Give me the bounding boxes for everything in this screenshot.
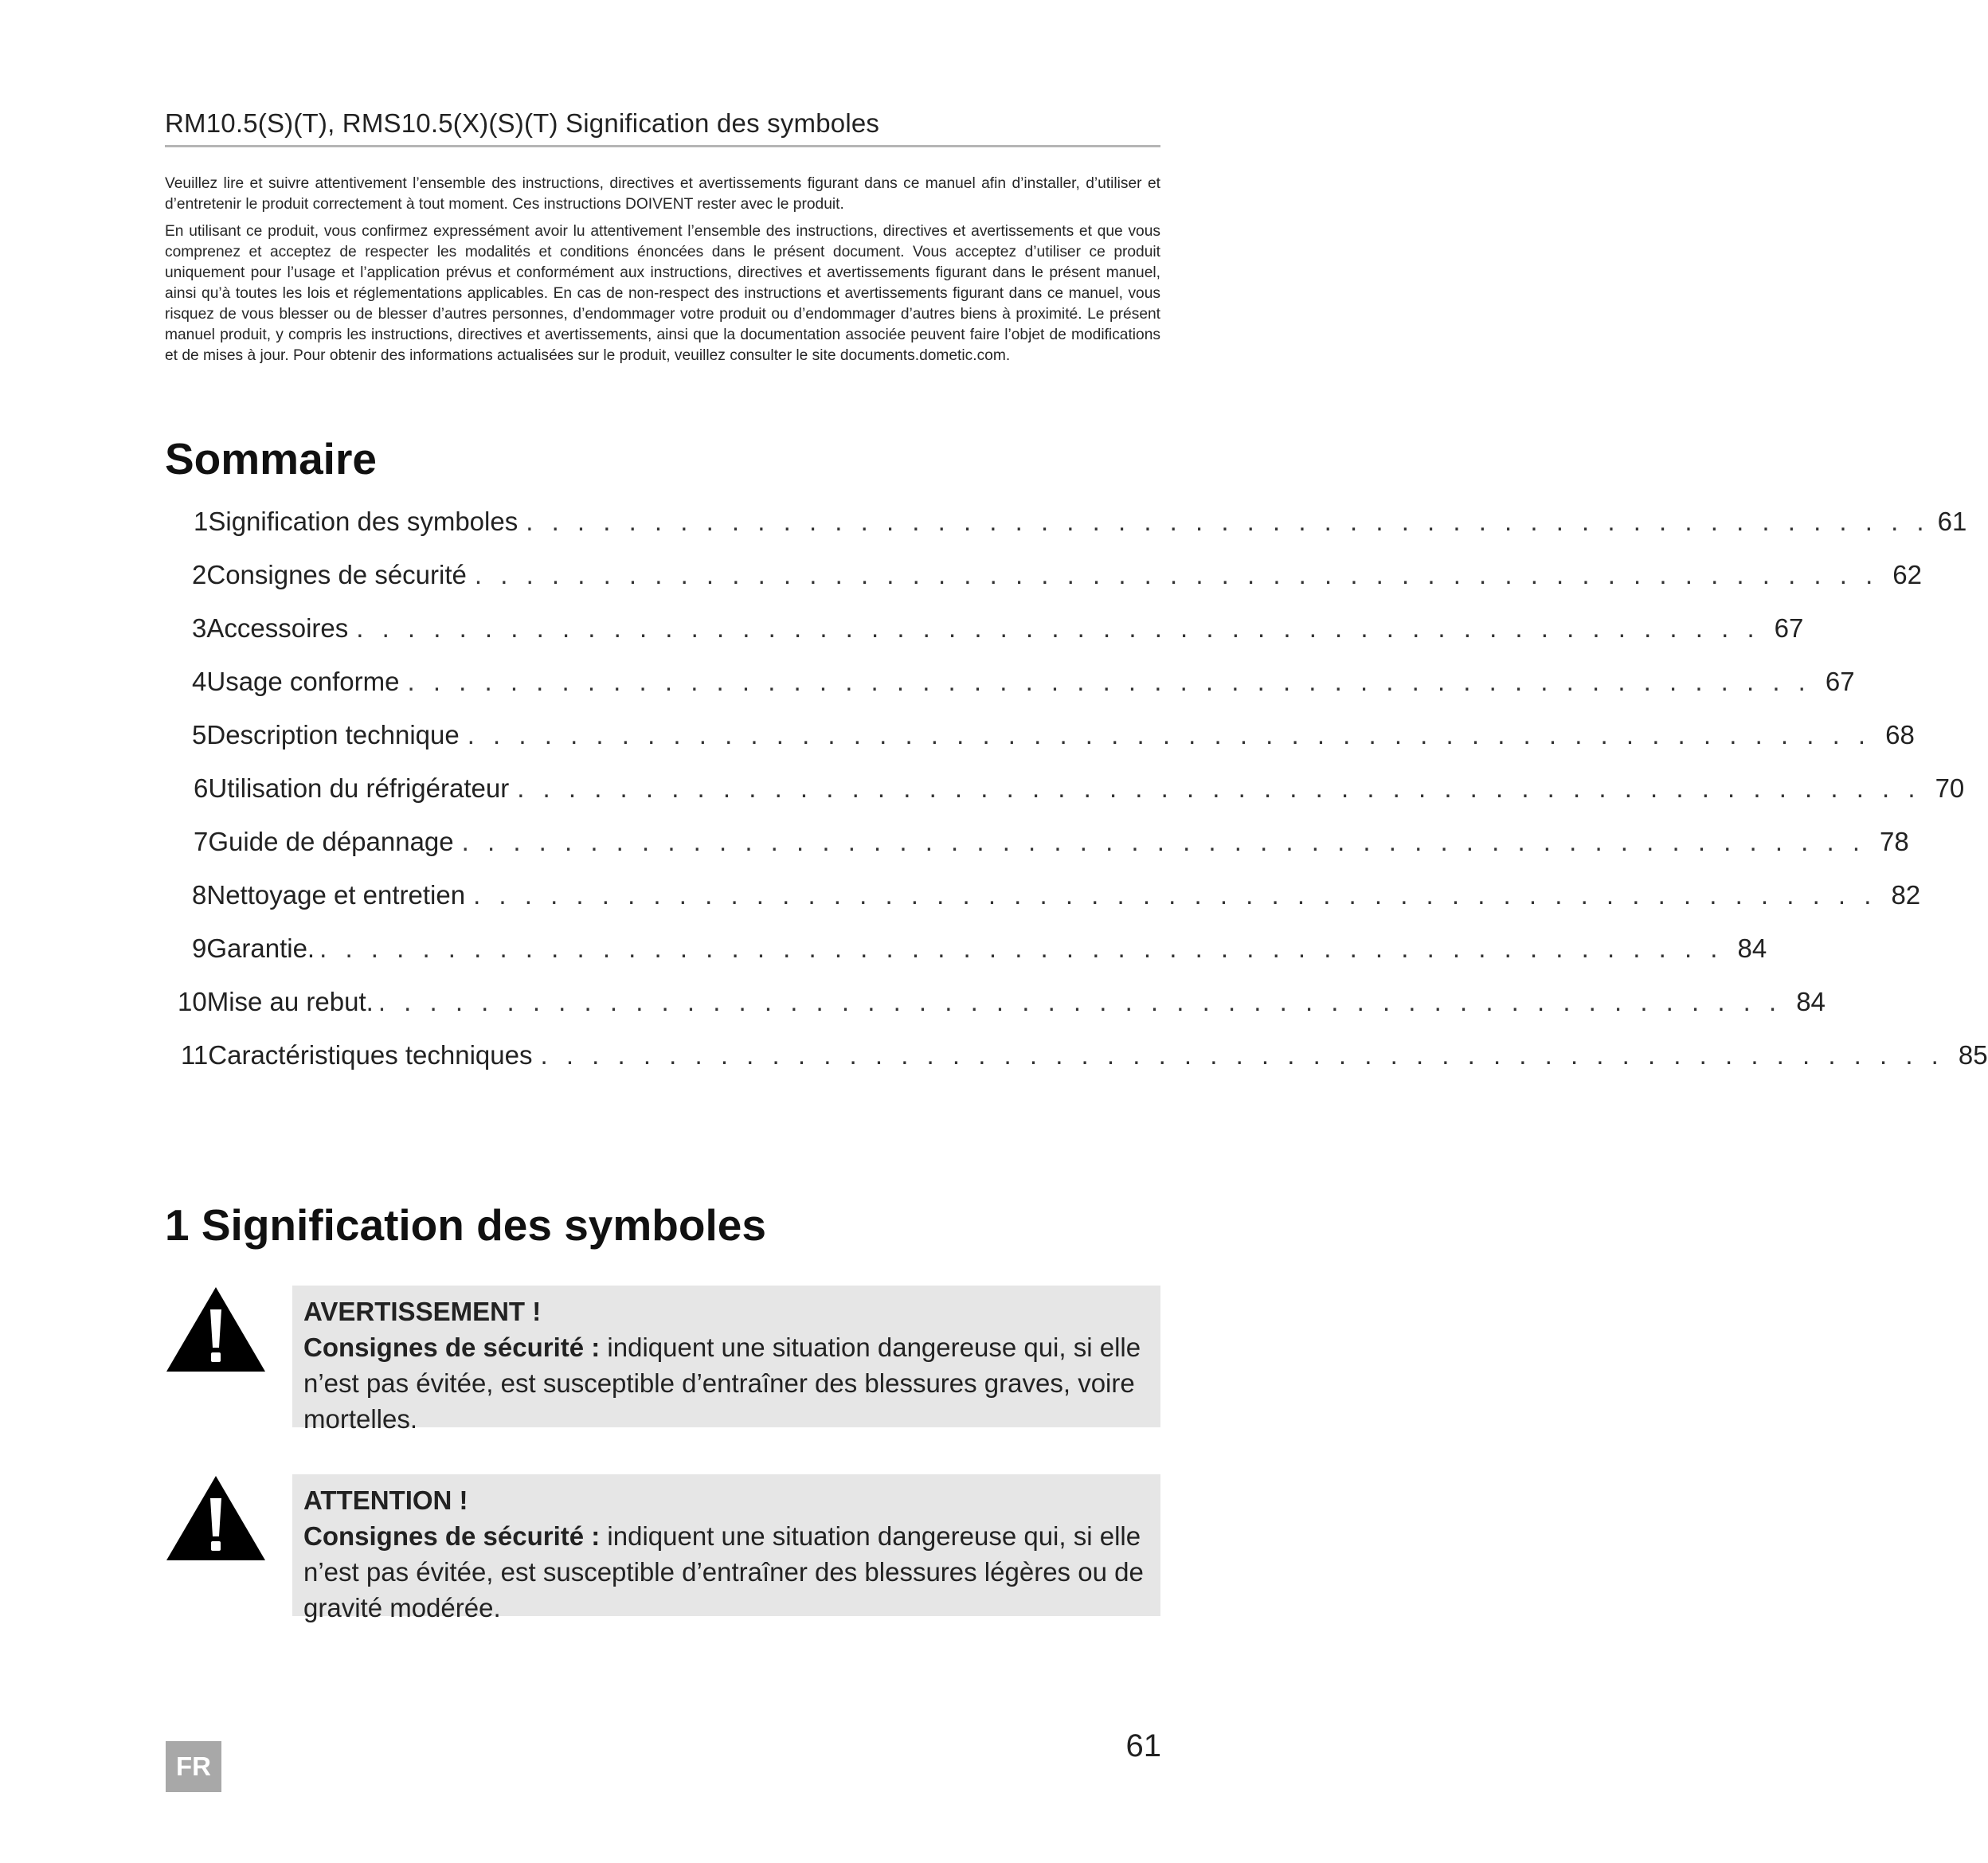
toc-entry-number: 7 — [194, 827, 209, 856]
toc-entry-number: 8 — [192, 880, 207, 910]
toc-entry-label: Guide de dépannage — [208, 827, 454, 856]
toc-title: Sommaire — [165, 434, 377, 483]
toc-entry-number: 1 — [194, 507, 209, 536]
toc-entry-page: 84 — [1796, 987, 1826, 1016]
caution-heading: ATTENTION ! — [303, 1485, 468, 1515]
toc-entry[interactable] — [192, 613, 1804, 655]
toc-entry-label: Signification des symboles — [208, 507, 519, 536]
toc-entry-label: Accessoires — [206, 613, 349, 643]
intro-paragraph: En utilisant ce produit, vous confirmez expressément avoir lu attentivement l’ensemble des instructions, directives et avertissements et que vous comprenez et acceptez de respecter les modalités et conditions énoncées dans le présent document. Vous acceptez d’utiliser ce produit uniquement pour l’usage et l’application prévus et conformément aux instructions, directives et avertissements figurant dans le présent manuel, ainsi qu’à toutes les lois et réglementations applicables. En cas de non-respect des instructions et avertissements figurant dans ce manuel, vous risquez de vous blesser ou de blesser d’autres personnes, d’endommager votre produit ou d’endommager d’autres biens à proximité. Le présent manuel produit, y compris les instructions, directives et avertissements, ainsi que la documentation associée peuvent faire l’objet de modifications et de mises à jour. Pour obtenir des informations actualisées sur le produit, veuillez consulter le site documents.dometic.com. — [165, 223, 1160, 364]
toc-entry-page: 67 — [1825, 667, 1855, 696]
toc-leader-dots: . . . . . . . . . . . . . . . . . . . . . . . . . . . . . . . . . . . . . . . . . . . . . . . . . . . . . . . — [461, 827, 1866, 856]
toc-entry-page: 68 — [1885, 720, 1915, 750]
intro-paragraph: Veuillez lire et suivre attentivement l’ensemble des instructions, directives et avertissements figurant dans ce manuel afin d’installer, d’utiliser et d’entretenir le produit correctement à tout moment. Ces instructions DOIVENT rester avec le produit. — [165, 175, 1160, 213]
toc-entry-page: 62 — [1892, 560, 1922, 589]
toc-entry-number: 5 — [192, 720, 207, 750]
toc-entry-number: 10 — [178, 987, 207, 1016]
toc-entry-label: Nettoyage et entretien — [206, 880, 466, 910]
toc-entry-page: 67 — [1774, 613, 1804, 643]
toc-entry[interactable] — [194, 507, 1967, 548]
toc-entry[interactable] — [192, 560, 1922, 601]
toc-leader-dots: . . . . . . . . . . . . . . . . . . . . . . . . . . . . . . . . . . . . . . . . . . . . . . . . . . . . . . . — [526, 507, 1930, 536]
toc-entry-page: 61 — [1937, 507, 1967, 536]
warning-triangle-icon — [165, 1474, 267, 1562]
toc-leader-dots: . . . . . . . . . . . . . . . . . . . . . . . . . . . . . . . . . . . . . . . . . . . . . . . . . . . . . . . — [473, 880, 1877, 910]
toc-entry-label: Mise au rebut. — [206, 987, 374, 1016]
warning-triangle-icon — [165, 1286, 267, 1373]
toc-entry[interactable] — [192, 880, 1921, 922]
toc-entry-label: Usage conforme — [206, 667, 400, 696]
toc-entry-label: Description technique — [206, 720, 460, 750]
caution-label: Consignes de sécurité : — [303, 1521, 601, 1551]
toc-entry-page: 82 — [1891, 880, 1921, 910]
toc-entry[interactable] — [192, 667, 1855, 708]
warning-box — [292, 1286, 1160, 1434]
toc-entry-label: Consignes de sécurité — [206, 560, 467, 589]
toc-entry-page: 84 — [1737, 933, 1767, 963]
caution-box — [292, 1474, 1160, 1622]
toc-entry-number: 11 — [181, 1040, 209, 1070]
toc-leader-dots: . . . . . . . . . . . . . . . . . . . . . . . . . . . . . . . . . . . . . . . . . . . . . . . . . . . . . . . — [474, 560, 1879, 589]
toc-entry-page: 78 — [1880, 827, 1909, 856]
toc-entry-label: Caractéristiques techniques — [208, 1040, 533, 1070]
caution-text: indiquent une situation dangereuse qui, si elle n’est pas évitée, est susceptible d’entraîner des blessures légères ou de gravité modérée. — [303, 1521, 1144, 1622]
toc-entry[interactable] — [192, 720, 1915, 761]
toc-entry-number: 2 — [192, 560, 207, 589]
toc-entry[interactable] — [178, 987, 1826, 1028]
language-badge: FR — [166, 1741, 221, 1792]
toc-entry-label: Utilisation du réfrigérateur — [208, 773, 510, 803]
toc-entry-number: 9 — [192, 933, 207, 963]
warning-heading: AVERTISSEMENT ! — [303, 1297, 542, 1326]
toc-entry[interactable] — [194, 827, 1909, 868]
toc-entry-number: 6 — [194, 773, 209, 803]
toc-entry[interactable] — [194, 773, 1965, 815]
toc-leader-dots: . . . . . . . . . . . . . . . . . . . . . . . . . . . . . . . . . . . . . . . . . . . . . . . . . . . . . . . — [467, 720, 1872, 750]
toc-leader-dots: . . . . . . . . . . . . . . . . . . . . . . . . . . . . . . . . . . . . . . . . . . . . . . . . . . . . . . . — [319, 933, 1724, 963]
warning-text: indiquent une situation dangereuse qui, si elle n’est pas évitée, est susceptible d’entraîner des blessures graves, voire mortelles. — [303, 1333, 1141, 1434]
warning-label: Consignes de sécurité : — [303, 1333, 601, 1362]
toc-leader-dots: . . . . . . . . . . . . . . . . . . . . . . . . . . . . . . . . . . . . . . . . . . . . . . . . . . . . . . . — [407, 667, 1811, 696]
toc-entry-label: Garantie. — [206, 933, 315, 963]
intro-text — [165, 174, 1160, 373]
toc-entry-number: 4 — [192, 667, 207, 696]
toc-leader-dots: . . . . . . . . . . . . . . . . . . . . . . . . . . . . . . . . . . . . . . . . . . . . . . . . . . . . . . . — [356, 613, 1760, 643]
running-header: RM10.5(S)(T), RMS10.5(X)(S)(T) Signification des symboles — [165, 108, 1160, 147]
page-number: 61 — [1125, 1728, 1161, 1763]
toc-entry-page: 85 — [1958, 1040, 1988, 1070]
toc-leader-dots: . . . . . . . . . . . . . . . . . . . . . . . . . . . . . . . . . . . . . . . . . . . . . . . . . . . . . . . — [378, 987, 1783, 1016]
toc-entry-number: 3 — [192, 613, 207, 643]
section-title: 1 Signification des symboles — [165, 1200, 766, 1250]
toc-leader-dots: . . . . . . . . . . . . . . . . . . . . . . . . . . . . . . . . . . . . . . . . . . . . . . . . . . . . . . . — [517, 773, 1921, 803]
toc-entry[interactable] — [192, 933, 1767, 975]
toc-entry[interactable] — [181, 1040, 1988, 1082]
toc-leader-dots: . . . . . . . . . . . . . . . . . . . . . . . . . . . . . . . . . . . . . . . . . . . . . . . . . . . . . . . — [540, 1040, 1944, 1070]
toc-entry-page: 70 — [1935, 773, 1965, 803]
